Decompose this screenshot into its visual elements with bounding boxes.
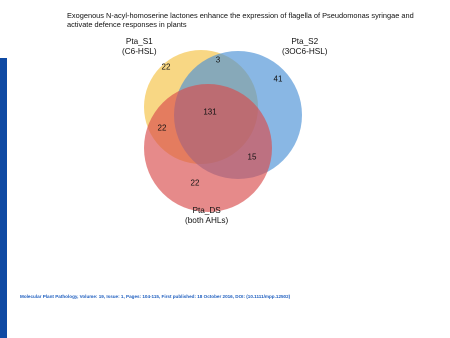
count-s2-ds: 15	[247, 152, 257, 162]
count-s1-ds: 22	[157, 123, 167, 133]
slide-title: Exogenous N-acyl-homoserine lactones enhance the expression of flagella of Pseudomonas syringae and activate defence responses in plants	[67, 11, 414, 29]
set-label-pta-ds	[185, 206, 228, 225]
set-name: Pta_S1	[125, 37, 153, 46]
citation: Molecular Plant Pathology, Volume: 19, Issue: 1, Pages: 104-115, First published: 18 October 2016, DOI: (10.1111/mpp.12502)	[20, 294, 291, 299]
set-sublabel: (both AHLs)	[185, 215, 229, 225]
count-all-three: 131	[203, 107, 217, 117]
count-s2-only: 41	[273, 74, 283, 84]
set-sublabel: (3OC6-HSL)	[282, 46, 328, 56]
set-name: Pta_S2	[291, 37, 319, 46]
count-s1-only: 22	[161, 62, 171, 72]
venn-circle-pta-ds	[144, 84, 272, 212]
set-name: Pta_DS	[192, 206, 221, 215]
count-s1-s2: 3	[215, 55, 221, 65]
set-label-pta-s2	[282, 37, 328, 56]
set-label-pta-s1	[122, 37, 157, 56]
set-sublabel: (C6-HSL)	[122, 46, 157, 56]
count-ds-only: 22	[190, 178, 200, 188]
